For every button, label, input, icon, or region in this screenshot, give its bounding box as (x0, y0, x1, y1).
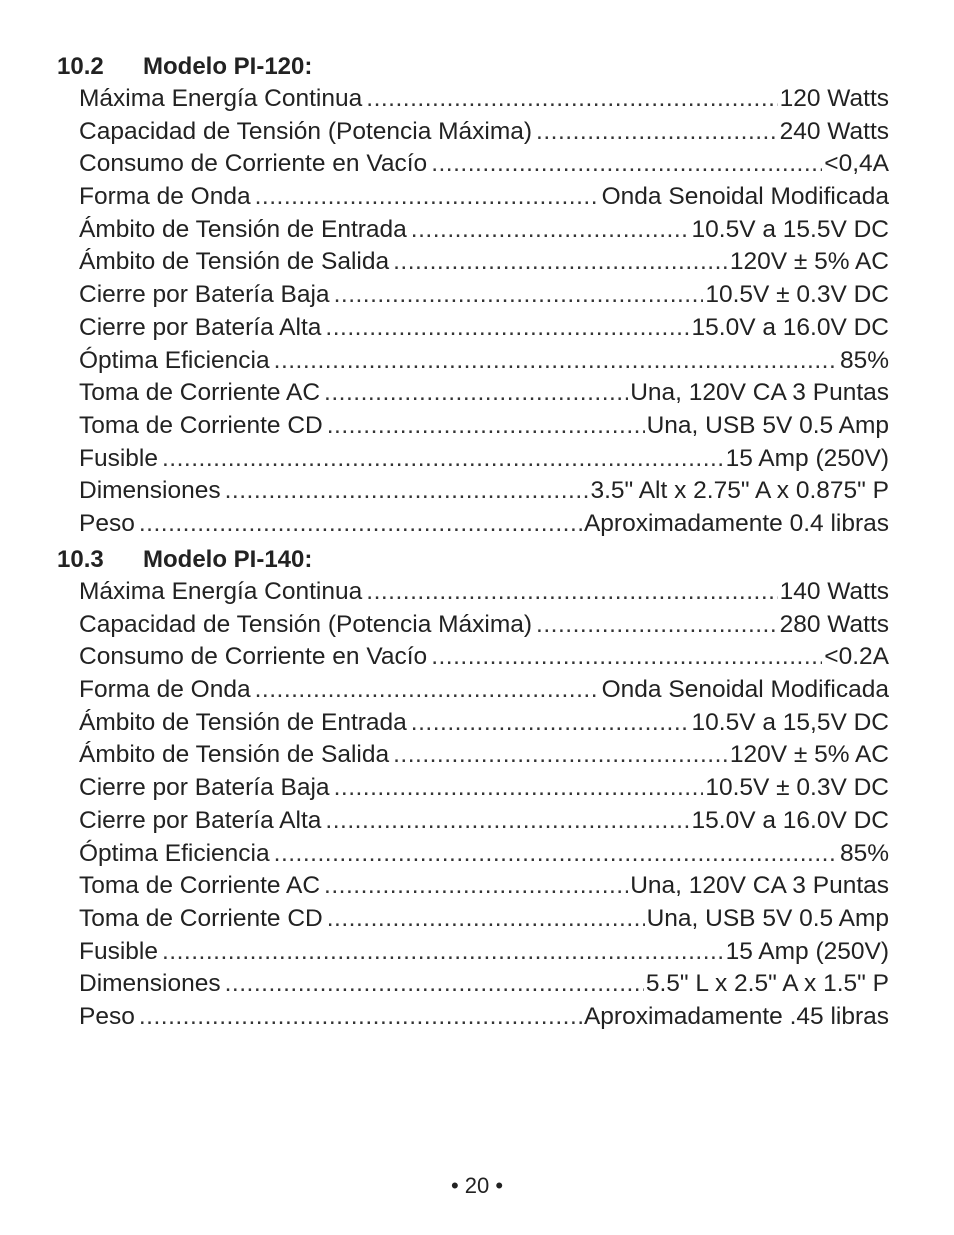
spec-value: Una, 120V CA 3 Puntas (630, 379, 889, 407)
dot-leader (325, 805, 689, 838)
spec-row (79, 475, 889, 508)
spec-value: 10.5V a 15,5V DC (691, 708, 889, 736)
spec-row (79, 279, 889, 312)
dot-leader (225, 475, 589, 508)
spec-section-pi-120 (0, 50, 954, 541)
spec-row (79, 148, 889, 181)
dot-leader (324, 870, 628, 903)
spec-label: Dimensiones (79, 970, 221, 998)
dot-leader (366, 83, 777, 116)
dot-leader (334, 772, 704, 805)
spec-value: 3.5" Alt x 2.75" A x 0.875" P (590, 477, 889, 505)
spec-row (79, 903, 889, 936)
spec-row (79, 508, 889, 541)
spec-row (79, 870, 889, 903)
dot-leader (411, 214, 690, 247)
dot-leader (327, 903, 645, 936)
spec-list (0, 83, 954, 541)
spec-label: Cierre por Batería Alta (79, 806, 322, 834)
dot-leader (255, 674, 600, 707)
spec-value: <0.2A (824, 643, 889, 671)
spec-value: 140 Watts (779, 578, 889, 605)
spec-row (79, 312, 889, 345)
spec-row (79, 116, 889, 149)
spec-label: Toma de Corriente CD (79, 904, 323, 932)
spec-value: 120V ± 5% AC (729, 741, 889, 769)
spec-row (79, 968, 889, 1001)
dot-leader (431, 148, 822, 181)
spec-label: Fusible (79, 937, 158, 965)
spec-row (79, 246, 889, 279)
spec-label: Cierre por Batería Baja (79, 281, 330, 309)
spec-value: 85% (839, 839, 889, 867)
spec-label: Cierre por Batería Baja (79, 774, 330, 802)
spec-value: Aproximadamente 0.4 libras (583, 509, 889, 537)
section-heading (0, 543, 954, 576)
spec-label: Capacidad de Tensión (Potencia Máxima) (79, 117, 533, 145)
dot-leader (139, 508, 582, 541)
spec-label: Consumo de Corriente en Vacío (79, 150, 428, 178)
spec-value: Onda Senoidal Modificada (601, 676, 889, 704)
spec-value: Aproximadamente .45 libras (583, 1002, 889, 1030)
spec-value: 240 Watts (779, 117, 889, 145)
spec-value: 15 Amp (250V) (725, 444, 889, 472)
dot-leader (334, 279, 704, 312)
spec-value: Una, 120V CA 3 Puntas (630, 872, 889, 900)
dot-leader (327, 410, 645, 443)
spec-value: 5.5" L x 2.5" A x 1.5" P (645, 970, 889, 998)
spec-row (79, 739, 889, 772)
spec-label: Toma de Corriente CD (79, 411, 323, 439)
spec-label: Ámbito de Tensión de Salida (79, 248, 390, 276)
spec-row (79, 674, 889, 707)
spec-value: 10.5V ± 0.3V DC (705, 774, 889, 802)
section-number: 10.2 (57, 53, 104, 80)
spec-label: Peso (79, 509, 135, 537)
spec-label: Dimensiones (79, 477, 221, 505)
spec-label: Ámbito de Tensión de Entrada (79, 708, 407, 736)
page-number: • 20 • (450, 1173, 504, 1198)
spec-label: Peso (79, 1002, 135, 1030)
spec-label: Fusible (79, 444, 158, 472)
spec-label: Forma de Onda (79, 676, 251, 704)
dot-leader (536, 609, 778, 642)
section-title: Modelo PI-140: (143, 546, 313, 573)
spec-value: 15 Amp (250V) (725, 937, 889, 965)
spec-value: 15.0V a 16.0V DC (691, 806, 889, 834)
spec-label: Máxima Energía Continua (79, 85, 363, 112)
spec-value: 10.5V a 15.5V DC (691, 215, 889, 243)
spec-label: Toma de Corriente AC (79, 872, 321, 900)
spec-value: 15.0V a 16.0V DC (691, 313, 889, 341)
spec-label: Forma de Onda (79, 183, 251, 211)
dot-leader (325, 312, 689, 345)
spec-label: Máxima Energía Continua (79, 578, 363, 605)
spec-value: 280 Watts (779, 610, 889, 638)
spec-row (79, 641, 889, 674)
dot-leader (393, 739, 728, 772)
spec-value: Una, USB 5V 0.5 Amp (646, 411, 889, 439)
dot-leader (431, 641, 822, 674)
section-number: 10.3 (57, 546, 104, 573)
spec-label: Consumo de Corriente en Vacío (79, 643, 428, 671)
spec-row (79, 576, 889, 609)
spec-value: 10.5V ± 0.3V DC (705, 281, 889, 309)
spec-label: Ámbito de Tensión de Salida (79, 741, 390, 769)
spec-value: 120V ± 5% AC (729, 248, 889, 276)
spec-row (79, 214, 889, 247)
dot-leader (274, 345, 838, 378)
dot-leader (139, 1001, 582, 1034)
spec-label: Óptima Eficiencia (79, 346, 270, 374)
spec-row (79, 377, 889, 410)
spec-row (79, 410, 889, 443)
section-title: Modelo PI-120: (143, 53, 313, 80)
spec-row (79, 805, 889, 838)
dot-leader (162, 443, 724, 476)
dot-leader (324, 377, 628, 410)
section-heading (0, 50, 954, 83)
spec-label: Capacidad de Tensión (Potencia Máxima) (79, 610, 533, 638)
dot-leader (536, 116, 778, 149)
spec-value: Onda Senoidal Modificada (601, 183, 889, 211)
dot-leader (255, 181, 600, 214)
spec-row (79, 83, 889, 116)
spec-section-pi-140 (0, 543, 954, 1034)
spec-value: Una, USB 5V 0.5 Amp (646, 904, 889, 932)
dot-leader (393, 246, 728, 279)
dot-leader (366, 576, 777, 609)
spec-row (79, 772, 889, 805)
spec-row (79, 838, 889, 871)
spec-label: Ámbito de Tensión de Entrada (79, 215, 407, 243)
spec-value: 85% (839, 346, 889, 374)
spec-label: Toma de Corriente AC (79, 379, 321, 407)
dot-leader (225, 968, 644, 1001)
spec-label: Cierre por Batería Alta (79, 313, 322, 341)
spec-value: <0,4A (824, 150, 889, 178)
dot-leader (411, 707, 690, 740)
spec-row (79, 1001, 889, 1034)
spec-value: 120 Watts (779, 85, 889, 112)
dot-leader (274, 838, 838, 871)
spec-row (79, 936, 889, 969)
spec-row (79, 181, 889, 214)
spec-row (79, 345, 889, 378)
spec-list (0, 576, 954, 1034)
spec-label: Óptima Eficiencia (79, 839, 270, 867)
spec-row (79, 609, 889, 642)
dot-leader (162, 936, 724, 969)
spec-row (79, 443, 889, 476)
spec-row (79, 707, 889, 740)
